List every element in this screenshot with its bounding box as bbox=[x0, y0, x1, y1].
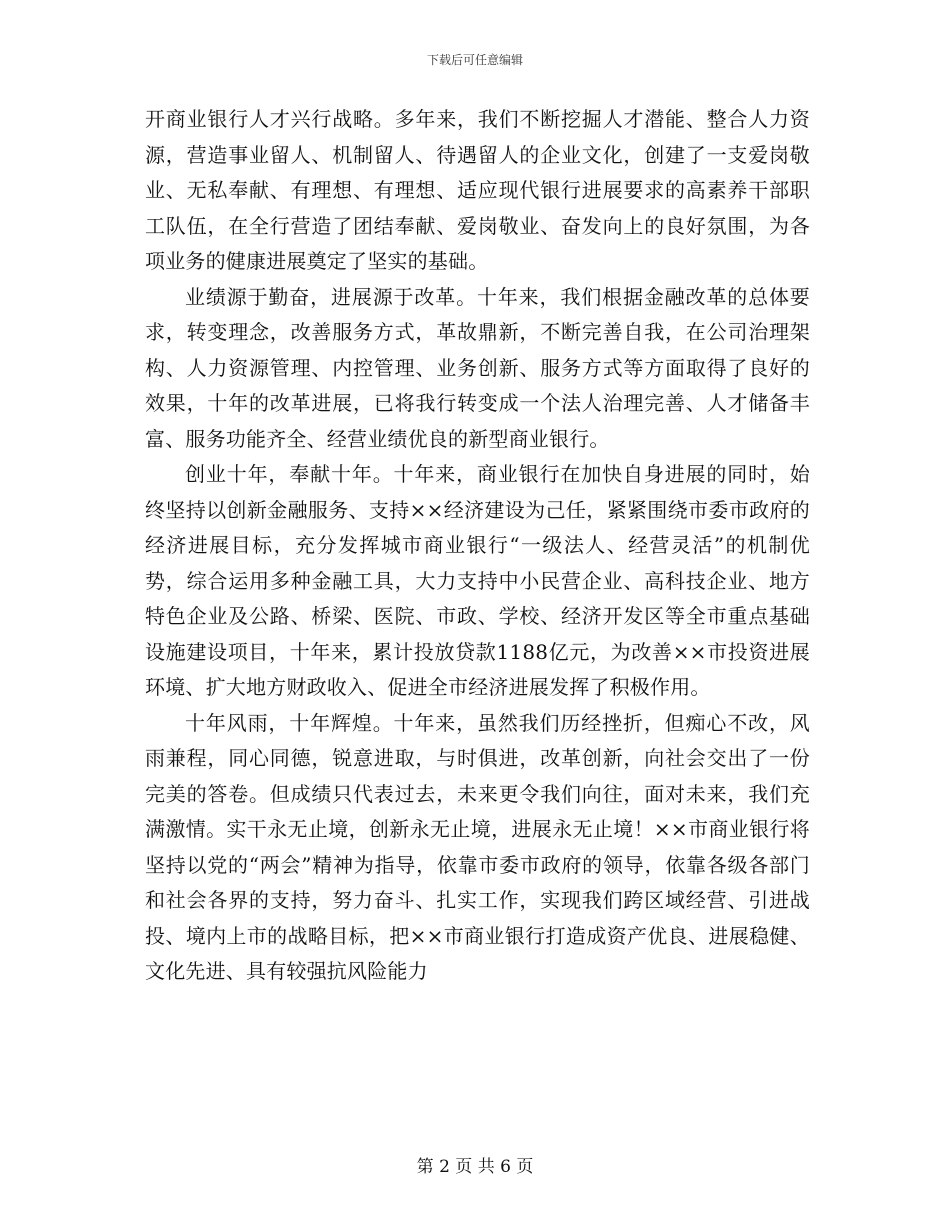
page-header-note: 下载后可任意编辑 bbox=[426, 53, 523, 67]
paragraph-2: 业绩源于勤奋，进展源于改革。十年来，我们根据金融改革的总体要求，转变理念，改善服务方式，革故鼎新，不断完善自我，在公司治理架构、人力资源管理、内控管理、业务创新、服务方式等方面取得了良好的效果，十年的改革进展，已将我行转变成一个法人治理完善、人才储备丰富、服务功能齐全、经营业绩优良的新型商业银行。 bbox=[145, 284, 810, 451]
paragraph-3: 创业十年，奉献十年。十年来，商业银行在加快自身进展的同时，始终坚持以创新金融服务、支持××经济建设为己任，紧紧围绕市委市政府的经济进展目标，充分发挥城市商业银行“一级法人、经营灵活”的机制优势，综合运用多种金融工具，大力支持中小民营企业、高科技企业、地方特色企业及公路、桥梁、医院、市政、学校、经济开发区等全市重点基础设施建设项目，十年来，累计投放贷款1188亿元，为改善××市投资进展环境、扩大地方财政收入、促进全市经济进展发挥了积极作用。 bbox=[145, 462, 810, 699]
paragraph-1: 开商业银行人才兴行战略。多年来，我们不断挖掘人才潜能、整合人力资源，营造事业留人、机制留人、待遇留人的企业文化，创建了一支爱岗敬业、无私奉献、有理想、有理想、适应现代银行进展要求的高素养干部职工队伍，在全行营造了团结奉献、爱岗敬业、奋发向上的良好氛围，为各项业务的健康进展奠定了坚实的基础。 bbox=[145, 107, 810, 273]
document-body bbox=[145, 102, 810, 990]
page-number: 第 2 页 共 6 页 bbox=[416, 1157, 534, 1177]
paragraph-4: 十年风雨，十年辉煌。十年来，虽然我们历经挫折，但痴心不改，风雨兼程，同心同德，锐意进取，与时俱进，改革创新，向社会交出了一份完美的答卷。但成绩只代表过去，未来更令我们向往，面对未来，我们充满激情。实干永无止境，创新永无止境，进展永无止境！××市商业银行将坚持以党的“两会”精神为指导，依靠市委市政府的领导，依靠各级各部门和社会各界的支持，努力奋斗、扎实工作，实现我们跨区域经营、引进战投、境内上市的战略目标，把××市商业银行打造成资产优良、进展稳健、文化先进、具有较强抗风险能力 bbox=[145, 710, 810, 983]
